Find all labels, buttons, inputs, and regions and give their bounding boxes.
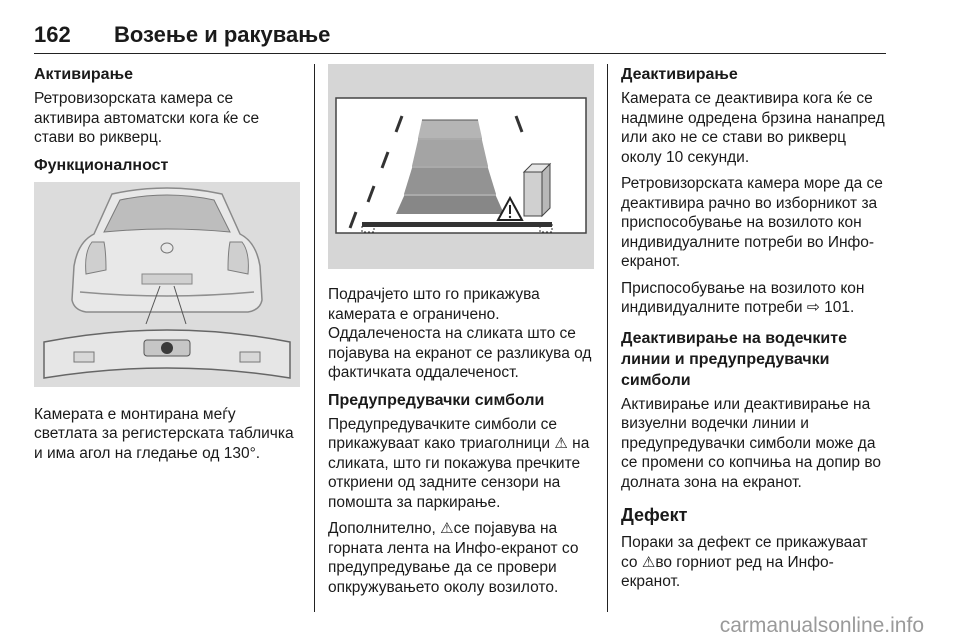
car-rear-icon <box>34 182 300 387</box>
header-rule <box>34 53 886 54</box>
heading-activation: Активирање <box>34 66 133 83</box>
heading-fault: Дефект <box>621 505 688 525</box>
section-title: Возење и ракување <box>114 22 331 47</box>
heading-functionality: Функционалност <box>34 156 169 174</box>
paragraph-fault: Пораки за дефект се прикажуваат со ⚠во горниот ред на Инфо-екранот. <box>621 534 868 590</box>
heading-warning-symbols: Предупредувачки симболи <box>328 391 545 409</box>
car-rear-camera-illustration <box>34 182 300 387</box>
paragraph-activation: Ретровизорската камера се активира автоматски кога ќе се стави во рикверц. <box>34 90 260 146</box>
warning-triangle-icon: ⚠ <box>641 553 656 571</box>
watermark: carmanualsonline.info <box>719 614 924 637</box>
column-1 <box>34 64 300 470</box>
paragraph-additional: Дополнително, ⚠се појавува на горната лента на Инфо-екранот со предупредување да се провери опкружувањето околу возилото. <box>328 520 579 596</box>
paragraph-deactivation-1: Камерата се деактивира кога ќе се надмине одредена брзина нанапред или ако не се стави во рикверц околу 10 секунди. <box>621 90 885 166</box>
warning-triangle-icon: ⚠ <box>440 520 454 537</box>
page-number: 162 <box>34 22 71 47</box>
page-reference-link[interactable]: 101. <box>824 299 855 316</box>
column-divider <box>314 64 315 612</box>
page-reference-arrow-icon: ⇨ <box>806 299 820 316</box>
column-2 <box>328 64 594 604</box>
page-header <box>34 22 886 54</box>
column-divider <box>607 64 608 612</box>
paragraph-warning-symbols: Предупредувачките симболи се прикажуваат како триаголници ⚠ на сликата, што ги покажува пречките откриени од задните сензори на помошта за паркирање. <box>328 415 590 511</box>
paragraph-display-area: Подрачјето што го прикажува камерата е ограничено. Оддалеченоста на сликата што се појавува на екранот се разликува од фактичката оддалеченост. <box>328 286 592 381</box>
paragraph-deactivation-2: Ретровизорската камера море да се деактивира рачно во изборникот за приспособување на возилото кон индивидуалните потреби во Инфо-екранот. <box>621 175 883 270</box>
camera-display-illustration <box>328 64 594 269</box>
paragraph-camera-mount: Камерата е монтирана меѓу светлата за регистерската табличка и има агол на гледање од 130°. <box>34 405 294 462</box>
heading-guidelines: Деактивирање на водечките линии и предупредувачки симболи <box>621 329 847 389</box>
column-3 <box>621 64 887 599</box>
rear-view-display-icon <box>328 64 594 269</box>
warning-triangle-icon: ⚠ <box>554 435 568 452</box>
paragraph-personalisation-ref: Приспособување на возилото кон индивидуалните потреби ⇨ 101. <box>621 279 865 316</box>
heading-deactivation: Деактивирање <box>621 66 738 83</box>
paragraph-guidelines: Активирање или деактивирање на визуелни водечки линии и предупредувачки симболи може да се промени со копчиња на допир во долната зона на екранот. <box>621 395 881 491</box>
